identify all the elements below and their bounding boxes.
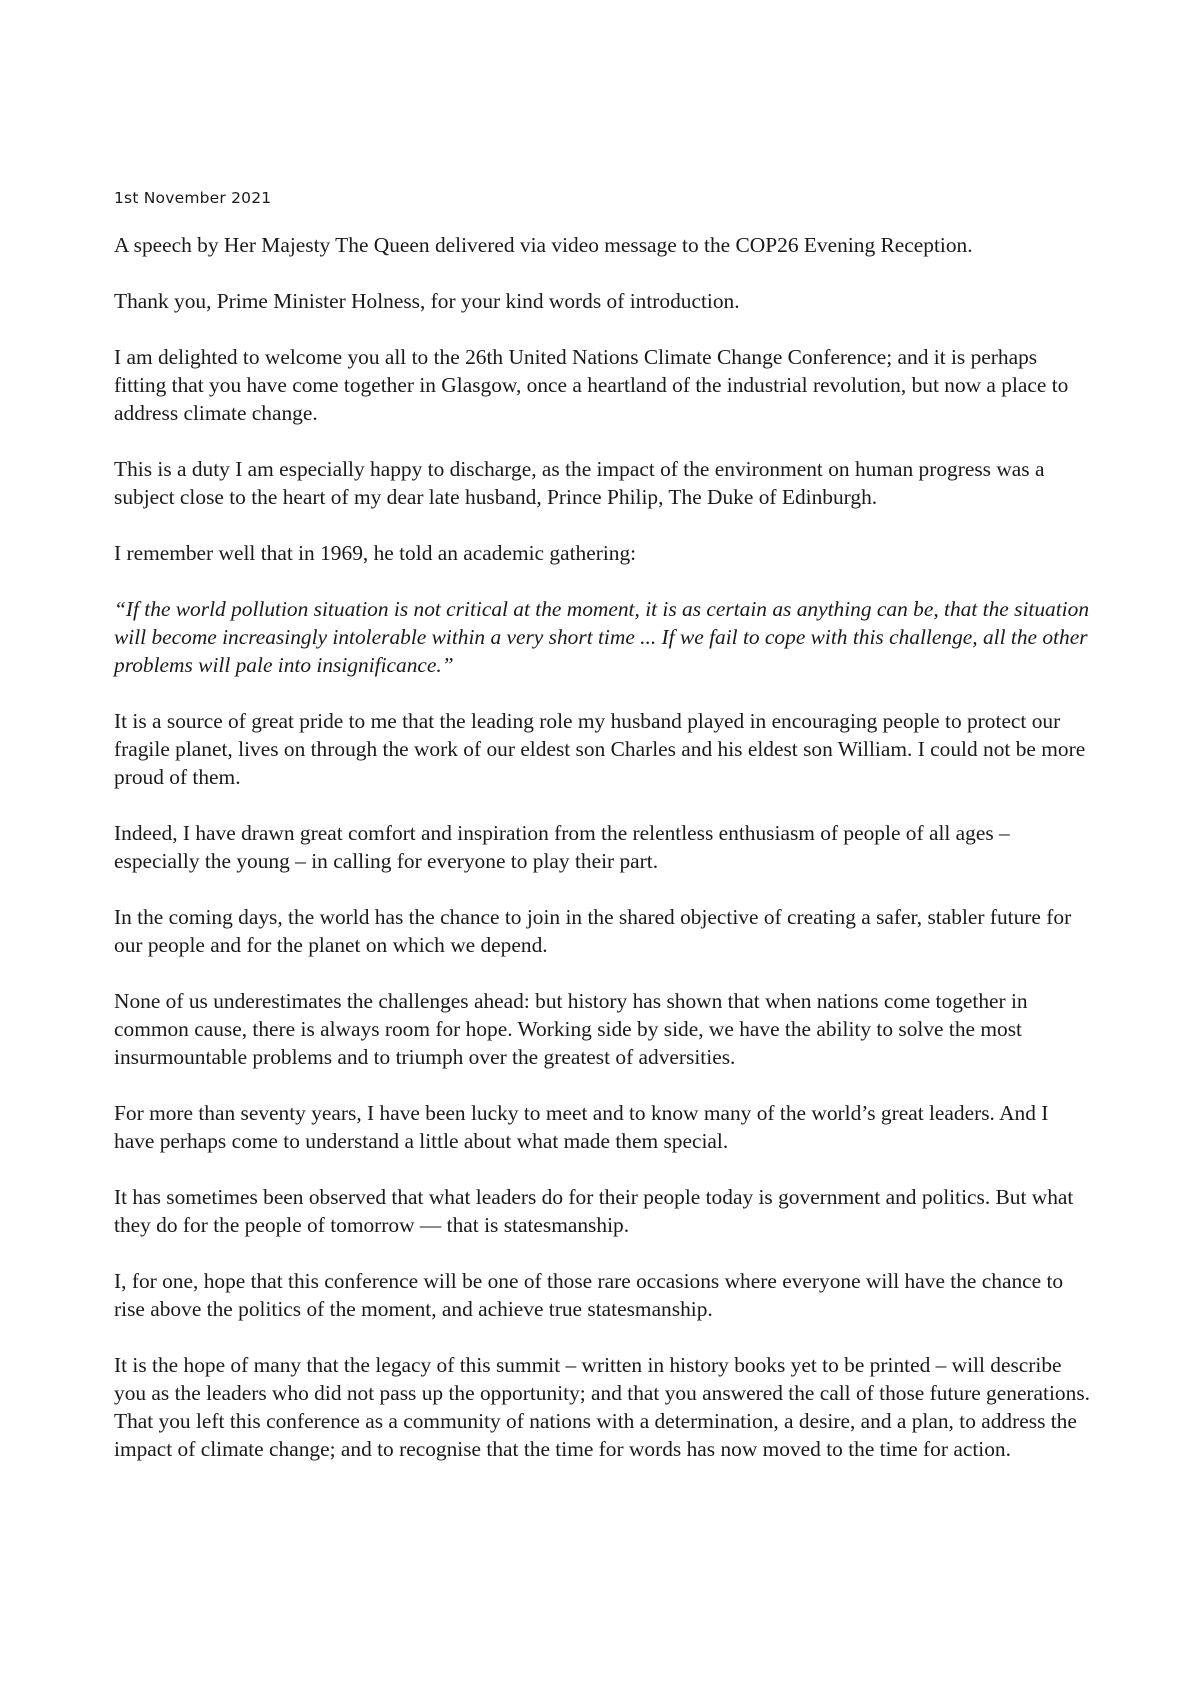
speech-paragraph-thanks: Thank you, Prime Minister Holness, for your kind words of introduction. [114,289,740,313]
speech-paragraph-legacy: It is the hope of many that the legacy of this summit – written in history books yet to be printed – will describe you as the leaders who did not pass up the opportunity; and that you answered the call of those future generations. That you left this conference as a community of nations with a determination, a desire, and a plan, to address the impact of climate change; and to recognise that the time for words has now moved to the time for action. [114,1353,1090,1461]
speech-paragraph-pride: It is a source of great pride to me that the leading role my husband played in encouraging people to protect our fragile planet, lives on through the work of our eldest son Charles and his eldest son William. I could not be more proud of them. [114,709,1086,789]
document-body [114,188,1094,1491]
speech-paragraph-leaders: For more than seventy years, I have been lucky to meet and to know many of the world’s great leaders. And I have perhaps come to understand a little about what made them special. [114,1101,1049,1153]
speech-paragraph-duty: This is a duty I am especially happy to discharge, as the impact of the environment on human progress was a subject close to the heart of my dear late husband, Prince Philip, The Duke of Edinburgh. [114,457,1045,509]
speech-paragraph-hope: I, for one, hope that this conference will be one of those rare occasions where everyone will have the chance to rise above the politics of the moment, and achieve true statesmanship. [114,1269,1064,1321]
speech-paragraph-inspiration: Indeed, I have drawn great comfort and inspiration from the relentless enthusiasm of people of all ages – especially the young – in calling for everyone to play their part. [114,821,1010,873]
speech-paragraph-statesmanship: It has sometimes been observed that what leaders do for their people today is government and politics. But what they do for the people of tomorrow — that is statesmanship. [114,1185,1074,1237]
document-date: 1st November 2021 [114,189,272,207]
speech-paragraph-welcome: I am delighted to welcome you all to the 26th United Nations Climate Change Conference; and it is perhaps fitting that you have come together in Glasgow, once a heartland of the industrial revolution, but now a place to address climate change. [114,345,1069,425]
speech-paragraph-remember: I remember well that in 1969, he told an academic gathering: [114,541,637,565]
speech-paragraph-challenges: None of us underestimates the challenges ahead: but history has shown that when nations come together in common cause, there is always room for hope. Working side by side, we have the ability to solve the most insurmountable problems and to triumph over the greatest of adversities. [114,989,1028,1069]
speech-intro: A speech by Her Majesty The Queen delivered via video message to the COP26 Evening Reception. [114,233,973,257]
speech-quote: “If the world pollution situation is not critical at the moment, it is as certain as anything can be, that the situation will become increasingly intolerable within a very short time ... If we fail to cope with this challenge, all the other problems will pale into insignificance.” [114,597,1090,677]
speech-paragraph-coming-days: In the coming days, the world has the chance to join in the shared objective of creating a safer, stabler future for our people and for the planet on which we depend. [114,905,1072,957]
